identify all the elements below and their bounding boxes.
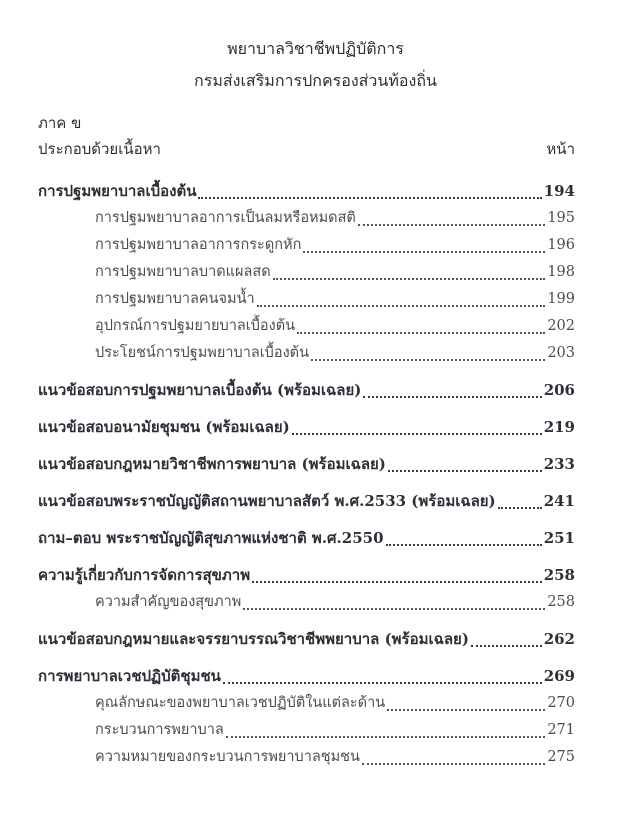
toc-entry-label: แนวข้อสอบกฎหมายและจรรยาบรรณวิชาชีพพยาบาล (พร้อมเฉลย): [38, 630, 469, 648]
toc-row: [38, 340, 575, 367]
toc-entry-label: ประโยชน์การปฐมพยาบาลเบื้องต้น: [95, 345, 309, 361]
toc-entry-label: แนวข้อสอบกฎหมายวิชาชีพการพยาบาล (พร้อมเฉลย): [38, 455, 386, 473]
dot-leader: [358, 224, 545, 226]
toc-entry-page: 258: [543, 566, 575, 584]
table-of-contents: [38, 178, 575, 771]
dot-leader: [498, 507, 542, 509]
dot-leader: [257, 305, 546, 307]
toc-entry-label: แนวข้อสอบพระราชบัญญัติสถานพยาบาลสัตว์ พ.ศ.2533 (พร้อมเฉลย): [38, 492, 496, 510]
toc-entry-page: 269: [543, 667, 575, 685]
toc-row: [38, 717, 575, 744]
toc-entry-label: การปฐมพยาบาลอาการกระดูกหัก: [95, 237, 302, 253]
toc-entry-page: 251: [543, 529, 575, 547]
toc-row: [38, 690, 575, 717]
toc-row: [38, 744, 575, 771]
toc-entry-label: อุปกรณ์การปฐมยายบาลเบื้องต้น: [95, 318, 296, 334]
toc-row: [38, 232, 575, 259]
toc-entry-page: 262: [543, 630, 575, 648]
dot-leader: [297, 332, 545, 334]
toc-entry-label: ถาม–ตอบ พระราชบัญญัติสุขภาพแห่งชาติ พ.ศ.2550: [38, 529, 384, 547]
toc-entry-label: คุณลักษณะของพยาบาลเวชปฏิบัติในแต่ละด้าน: [95, 695, 386, 711]
toc-row: [38, 377, 575, 404]
toc-row: [38, 663, 575, 690]
toc-entry-page: 270: [547, 695, 575, 711]
document-header: [0, 0, 631, 97]
toc-entry-page: 198: [547, 264, 575, 280]
part-label: ภาค ข: [38, 114, 82, 132]
dot-leader: [386, 544, 542, 546]
toc-entry-page: 202: [547, 318, 575, 334]
toc-entry-page: 258: [547, 594, 575, 610]
toc-row: [38, 259, 575, 286]
toc-entry-label: การปฐมพยาบาลคนจมน้ำ: [95, 291, 255, 307]
toc-entry-label: การปฐมพยาบาลเบื้องต้น: [38, 182, 197, 200]
dot-leader: [311, 359, 545, 361]
toc-row: [38, 205, 575, 232]
toc-entry-page: 241: [543, 492, 575, 510]
toc-entry-page: 199: [547, 291, 575, 307]
toc-entry-page: 219: [543, 418, 575, 436]
page-column-label: หน้า: [546, 140, 575, 158]
toc-entry-page: 195: [547, 210, 575, 226]
dot-leader: [226, 736, 546, 738]
dot-leader: [273, 278, 546, 280]
toc-entry-page: 203: [547, 345, 575, 361]
toc-entry-label: กระบวนการพยาบาล: [95, 722, 224, 738]
toc-row: [38, 313, 575, 340]
dot-leader: [243, 608, 545, 610]
dot-leader: [252, 581, 542, 583]
toc-entry-page: 194: [543, 182, 575, 200]
toc-row: [38, 451, 575, 478]
dot-leader: [292, 433, 542, 435]
toc-entry-label: ความรู้เกี่ยวกับการจัดการสุขภาพ: [38, 566, 251, 584]
toc-row: [38, 525, 575, 552]
toc-entry-page: 233: [543, 455, 575, 473]
toc-entry-label: ความสำคัญของสุขภาพ: [95, 594, 242, 610]
toc-row: [38, 178, 575, 205]
dot-leader: [303, 251, 545, 253]
toc-row: [38, 488, 575, 515]
document-title: พยาบาลวิชาชีพปฏิบัติการ: [227, 39, 404, 58]
toc-row: [38, 562, 575, 589]
dot-leader: [198, 197, 541, 199]
dot-leader: [471, 645, 542, 647]
dot-leader: [363, 396, 541, 398]
toc-entry-label: การพยาบาลเวชปฏิบัติชุมชน: [38, 667, 221, 685]
toc-entry-label: การปฐมพยาบาลบาดแผลสด: [95, 264, 271, 280]
toc-row: [38, 589, 575, 616]
document-subtitle: กรมส่งเสริมการปกครองส่วนท้องถิ่น: [194, 71, 437, 90]
dot-leader: [388, 470, 542, 472]
dot-leader: [362, 763, 545, 765]
toc-entry-page: 271: [547, 722, 575, 738]
dot-leader: [223, 682, 542, 684]
contents-label: ประกอบด้วยเนื้อหา: [38, 140, 161, 158]
toc-row: [38, 286, 575, 313]
toc-entry-label: แนวข้อสอบอนามัยชุมชน (พร้อมเฉลย): [38, 418, 290, 436]
contents-intro: [38, 110, 575, 162]
dot-leader: [387, 709, 545, 711]
toc-entry-page: 206: [543, 381, 575, 399]
toc-entry-page: 196: [547, 237, 575, 253]
toc-entry-label: ความหมายของกระบวนการพยาบาลชุมชน: [95, 749, 360, 765]
toc-row: [38, 414, 575, 441]
toc-entry-page: 275: [547, 749, 575, 765]
toc-row: [38, 626, 575, 653]
toc-entry-label: การปฐมพยาบาลอาการเป็นลมหรือหมดสติ: [95, 210, 356, 226]
toc-entry-label: แนวข้อสอบการปฐมพยาบาลเบื้องต้น (พร้อมเฉลย): [38, 381, 362, 399]
